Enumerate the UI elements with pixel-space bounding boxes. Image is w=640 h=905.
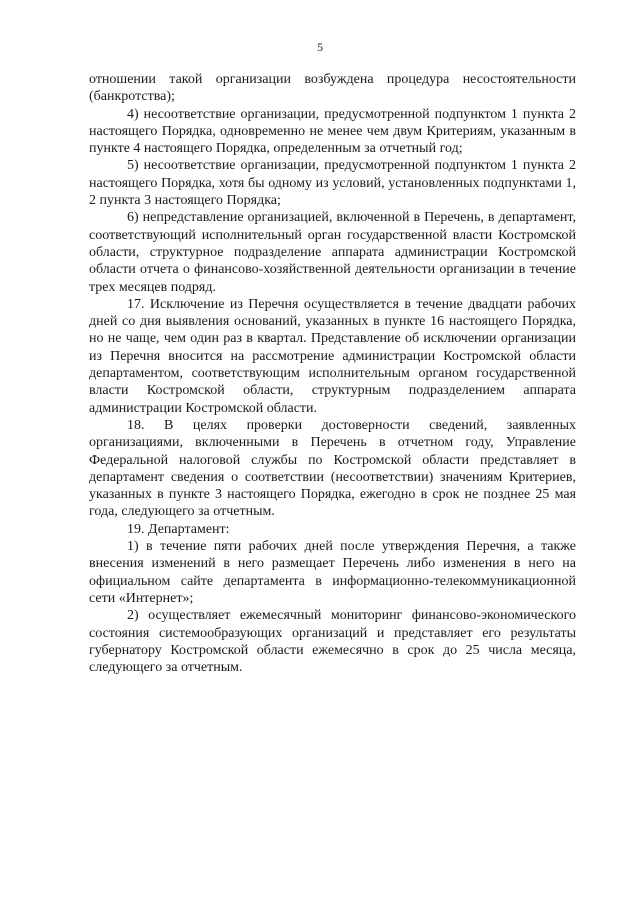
paragraph-clause-19-item-1: 1) в течение пяти рабочих дней после утверждения Перечня, а также внесения изменений в него размещает Перечень либо изменения в него на официальном сайте департамента в информационно-телекоммуникационной сети «Интернет»; [89, 539, 576, 606]
page-number: 5 [317, 40, 323, 54]
paragraph-item-6: 6) непредставление организацией, включенной в Перечень, в департамент, соответствующий исполнительный орган государственной власти Костромской области, структурное подразделение аппарата администрации Костромской области отчета о финансово-хозяйственной деятельности организации в течение трех месяцев подряд. [89, 210, 576, 295]
paragraph-clause-18: 18. В целях проверки достоверности сведений, заявленных организациями, включенными в Перечень в отчетном году, Управление Федеральной налоговой службы по Костромской области представляет в департамент сведения о соответствии (несоответствии) значениям Критериев, указанных в пункте 3 настоящего Порядка, ежегодно в срок не позднее 25 мая года, следующего за отчетным. [89, 417, 576, 520]
paragraph-clause-19-item-2: 2) осуществляет ежемесячный мониторинг финансово-экономического состояния системообразующих организаций и представляет его результаты губернатору Костромской области ежемесячно в срок до 25 числа месяца, следующего за отчетным. [89, 608, 576, 676]
document-body [89, 71, 576, 676]
paragraph-clause-19: 19. Департамент: [127, 521, 230, 537]
paragraph-item-5: 5) несоответствие организации, предусмотренной подпунктом 1 пункта 2 настоящего Порядка, хотя бы одному из условий, установленных подпунктами 1, 2 пункта 3 настоящего Порядка; [89, 158, 576, 209]
paragraph-continuation: отношении такой организации возбуждена процедура несостоятельности (банкротства); [89, 72, 576, 105]
paragraph-item-4: 4) несоответствие организации, предусмотренной подпунктом 1 пункта 2 настоящего Порядка, одновременно не менее чем двум Критериям, указанным в пункте 4 настоящего Порядка, определенным за отчетный год; [89, 106, 576, 157]
paragraph-clause-17: 17. Исключение из Перечня осуществляется в течение двадцати рабочих дней со дня выявления оснований, указанных в пункте 16 настоящего Порядка, но не чаще, чем один раз в квартал. Представление об исключении организации из Перечня вносится на рассмотрение администрации Костромской области департаментом, соответствующим исполнительным органом государственной власти Костромской области, структурным подразделением аппарата администрации Костромской области. [89, 296, 576, 416]
